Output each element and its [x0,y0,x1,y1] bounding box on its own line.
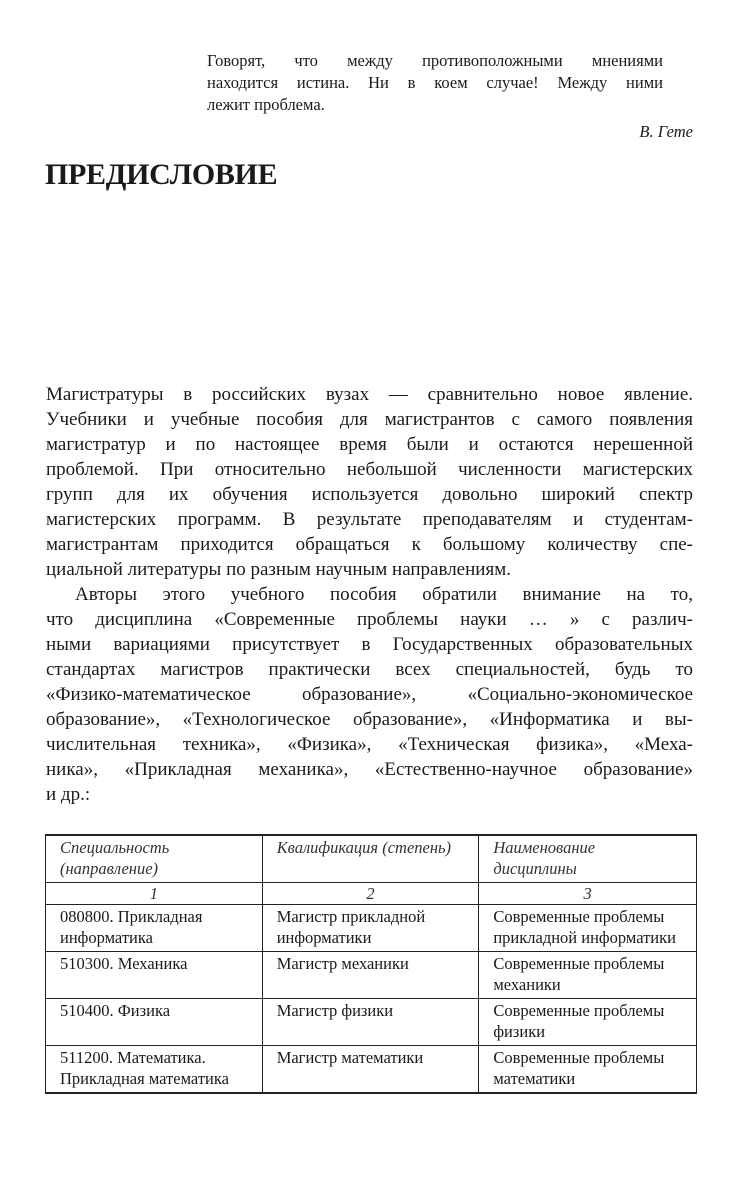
table-cell: Магистр прикладной информатики [262,905,479,952]
column-number-row [46,883,697,905]
text-line: и др.: [46,784,91,805]
text-line: магистрантам приходится обращаться к большому количеству спе- [46,534,693,555]
epigraph-line: находится истина. Ни в коем случае! Между ними [207,73,663,92]
column-number: 2 [262,883,479,905]
table-row [46,905,697,952]
text-line: Учебники и учебные пособия для магистрантов с самого появления [46,409,693,430]
table-cell: 080800. Прикладная информатика [46,905,263,952]
table-cell: 510300. Механика [46,952,263,999]
epigraph-line: Говорят, что между противоположными мнениями [207,51,663,70]
text-line: проблемой. При относительно небольшой численности магистерских [46,459,693,480]
column-number: 3 [479,883,697,905]
table-cell: 511200. Математика. Прикладная математика [46,1046,263,1094]
body-text [46,382,693,807]
text-line: групп для их обучения используется довольно широкий спектр [46,484,693,505]
text-line: «Физико-математическое образование», «Социально-экономическое [46,684,693,705]
text-line: магистерских программ. В результате преподавателям и студентам- [46,509,693,530]
table-cell: 510400. Физика [46,999,263,1046]
text-line: числительная техника», «Физика», «Техническая физика», «Меха- [46,734,693,755]
text-line: магистратур и по настоящее время были и остаются нерешенной [46,434,693,455]
text-line: циальной литературы по разным научным направлениям. [46,559,511,580]
text-line: что дисциплина «Современные проблемы науки … » с различ- [46,609,693,630]
column-number: 1 [46,883,263,905]
text-line: Магистратуры в российских вузах — сравнительно новое явление. [46,384,693,405]
header-cell: Наименование дисциплины [479,835,697,883]
page-title: ПРЕДИСЛОВИЕ [45,158,278,191]
table-cell: Магистр физики [262,999,479,1046]
epigraph [207,50,663,116]
table-row [46,952,697,999]
text-line: Авторы этого учебного пособия обратили внимание на то, [75,584,693,605]
epigraph-line: лежит проблема. [207,95,325,114]
table-cell: Современные проблемы прикладной информатики [479,905,697,952]
text-line: образование», «Технологическое образование», «Информатика и вы- [46,709,693,730]
text-line: ника», «Прикладная механика», «Естественно-научное образование» [46,759,693,780]
table-row [46,1046,697,1094]
epigraph-author: В. Гете [639,122,693,141]
table-cell: Современные проблемы механики [479,952,697,999]
text-line: стандартах магистров практически всех специальностей, будь то [46,659,693,680]
table-header-row [46,835,697,883]
table-row [46,999,697,1046]
specialties-table [45,834,697,1094]
table-cell: Магистр математики [262,1046,479,1094]
header-cell: Квалификация (степень) [262,835,479,883]
table-cell: Современные проблемы математики [479,1046,697,1094]
paragraph-1 [46,382,693,582]
table-cell: Магистр механики [262,952,479,999]
paragraph-2 [46,582,693,807]
header-cell: Специальность (направление) [46,835,263,883]
text-line: ными вариациями присутствует в Государственных образовательных [46,634,693,655]
table-cell: Современные проблемы физики [479,999,697,1046]
